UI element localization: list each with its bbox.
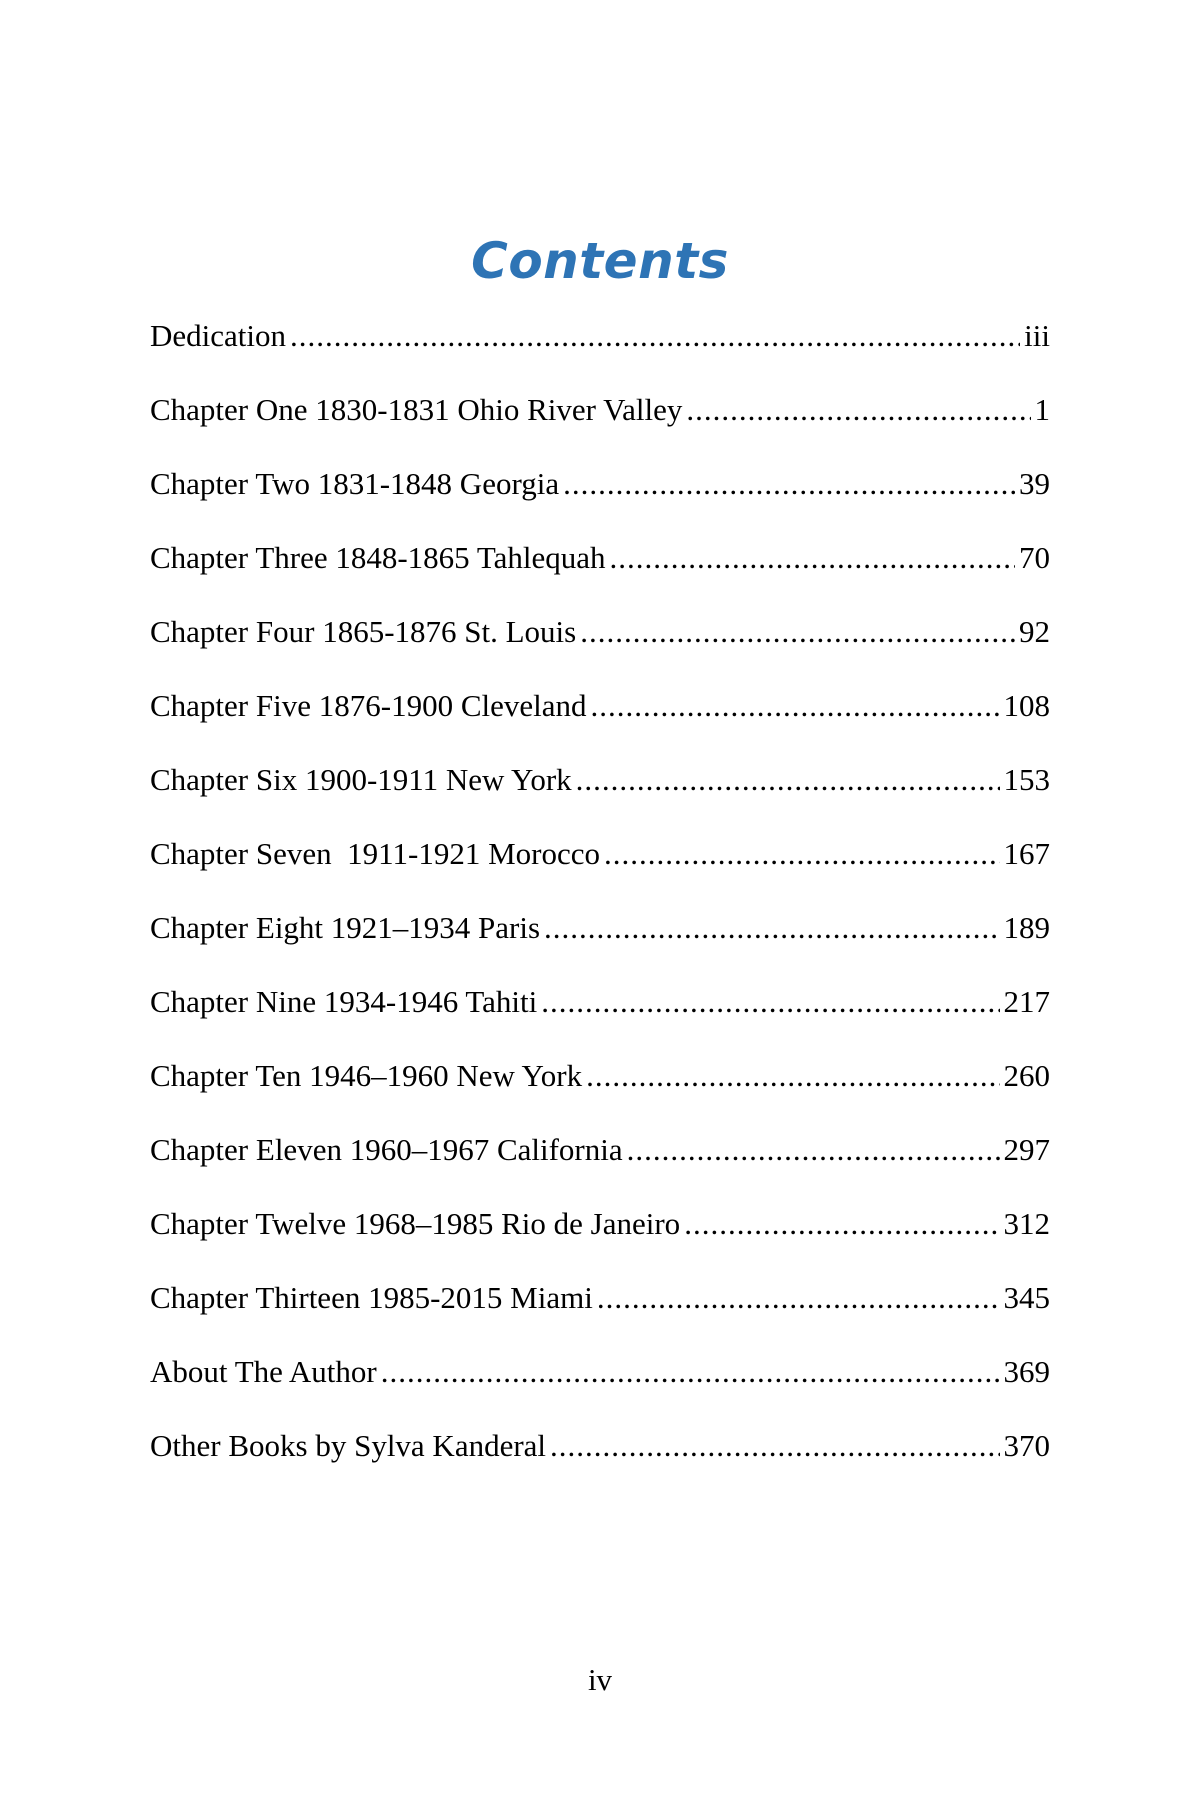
toc-entry-label: Chapter One 1830-1831 Ohio River Valley [150,392,683,427]
toc-entry-label: Dedication [150,318,287,353]
toc-entry-page: 39 [1019,466,1050,501]
toc-entry-label: Chapter Two 1831-1848 Georgia [150,466,560,501]
dot-leader [597,1280,1000,1316]
toc-entry[interactable] [150,540,1050,614]
dot-leader [381,1354,1000,1390]
dot-leader [610,540,1015,576]
toc-entry[interactable] [150,392,1050,466]
toc-entry[interactable] [150,1206,1050,1280]
toc-entry[interactable] [150,984,1050,1058]
toc-entry[interactable] [150,1428,1050,1502]
toc-entry[interactable] [150,1058,1050,1132]
toc-entry-label: About The Author [150,1354,377,1389]
toc-entry-label: Chapter Thirteen 1985-2015 Miami [150,1280,593,1315]
toc-entry-page: 297 [1003,1132,1050,1167]
toc-entry-page: 167 [1003,836,1050,871]
toc-entry-page: 189 [1003,910,1050,945]
dot-leader [586,1058,999,1094]
toc-entry-page: 345 [1003,1280,1050,1315]
dot-leader [563,466,1015,502]
toc-entry[interactable] [150,1132,1050,1206]
dot-leader [290,318,1020,354]
toc-entry-page: 370 [1003,1428,1050,1463]
toc-entry-label: Chapter Six 1900-1911 New York [150,762,572,797]
toc-entry-label: Chapter Nine 1934-1946 Tahiti [150,984,538,1019]
toc-entry-page: 1 [1034,392,1050,427]
dot-leader [541,984,999,1020]
dot-leader [591,688,1000,724]
toc-entry-page: 260 [1003,1058,1050,1093]
toc-entry-page: 217 [1003,984,1050,1019]
toc-entry-label: Chapter Eight 1921–1934 Paris [150,910,541,945]
dot-leader [627,1132,1000,1168]
toc-entry-label: Chapter Four 1865-1876 St. Louis [150,614,577,649]
page-title: Contents [471,231,729,290]
dot-leader [604,836,1000,872]
toc-entry-page: 369 [1003,1354,1050,1389]
toc-entry-label: Chapter Seven 1911-1921 Morocco [150,836,600,871]
toc-entry[interactable] [150,614,1050,688]
toc-entry[interactable] [150,836,1050,910]
dot-leader [580,614,1015,650]
toc-entry[interactable] [150,1280,1050,1354]
toc-entry-label: Chapter Eleven 1960–1967 California [150,1132,623,1167]
toc-entry-label: Chapter Twelve 1968–1985 Rio de Janeiro [150,1206,681,1241]
dot-leader [684,1206,999,1242]
toc-entry[interactable] [150,318,1050,392]
dot-leader [544,910,999,946]
dot-leader [550,1428,999,1464]
page-number: iv [587,1662,613,1697]
toc-entry[interactable] [150,466,1050,540]
dot-leader [576,762,1000,798]
toc-entry-page: 153 [1003,762,1050,797]
toc-entry-page: 92 [1019,614,1050,649]
toc-entry-page: 312 [1003,1206,1050,1241]
toc-entry[interactable] [150,910,1050,984]
dot-leader [686,392,1030,428]
toc-entry-label: Other Books by Sylva Kanderal [150,1428,547,1463]
toc-entry[interactable] [150,1354,1050,1428]
toc-entry-label: Chapter Ten 1946–1960 New York [150,1058,583,1093]
table-of-contents [150,318,1050,1502]
toc-entry[interactable] [150,688,1050,762]
toc-entry-label: Chapter Three 1848-1865 Tahlequah [150,540,606,575]
toc-entry-label: Chapter Five 1876-1900 Cleveland [150,688,587,723]
toc-entry-page: iii [1024,318,1050,353]
toc-entry-page: 108 [1003,688,1050,723]
toc-entry-page: 70 [1019,540,1050,575]
toc-entry[interactable] [150,762,1050,836]
